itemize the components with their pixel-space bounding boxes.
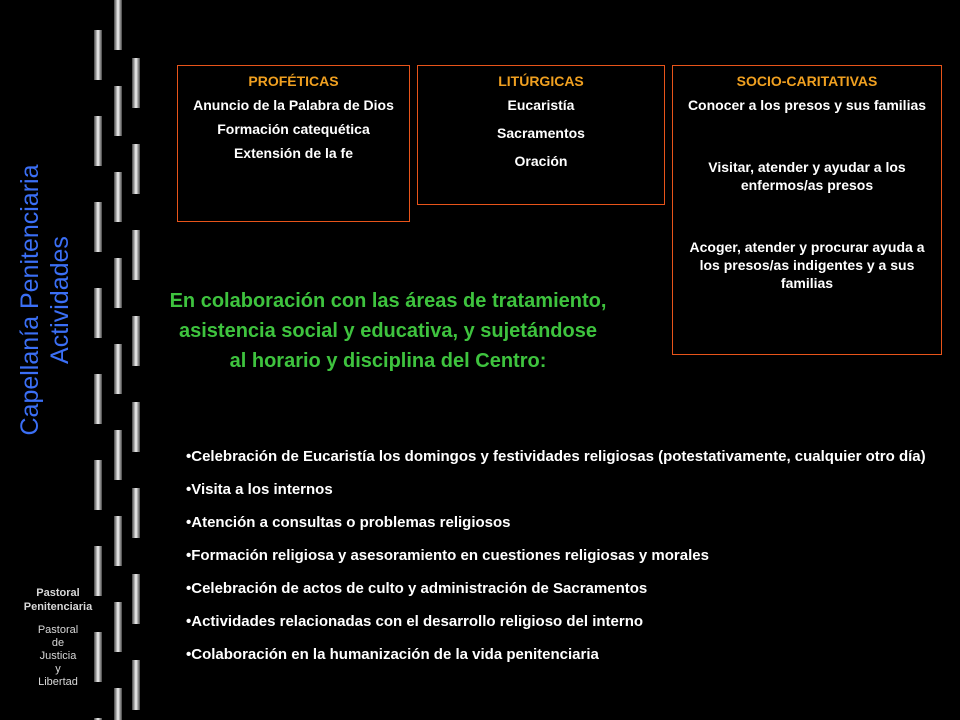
box-item: Visitar, atender y ayudar a los enfermos/as presos [708, 159, 906, 193]
box-item: Anuncio de la Palabra de Dios [193, 97, 394, 113]
list-item: •Visita a los internos [186, 481, 333, 498]
stripe-bar [132, 402, 140, 452]
list-item: •Formación religiosa y asesoramiento en cuestiones religiosas y morales [186, 547, 709, 564]
box-socio-caritativas [672, 65, 942, 355]
box-item: Sacramentos [497, 125, 585, 141]
list-item: •Atención a consultas o problemas religiosos [186, 514, 511, 531]
stripe-bar [94, 202, 102, 252]
box-profeticas [177, 65, 410, 222]
list-item: •Celebración de actos de culto y administración de Sacramentos [186, 580, 648, 597]
box-heading: PROFÉTICAS [248, 73, 339, 89]
box-item: Extensión de la fe [233, 145, 354, 161]
stripe-bar [132, 230, 140, 280]
stripe-bar [94, 374, 102, 424]
collaboration-statement: En colaboración con las áreas de tratamiento, asistencia social y educativa, y sujetándose al horario y disciplina del Centro: [169, 290, 607, 372]
stripe-bar [114, 258, 122, 308]
stripe-bar [132, 144, 140, 194]
vertical-title [15, 85, 75, 515]
title-capellania: Capellanía Penitenciaria [16, 164, 44, 436]
activities-list [186, 446, 946, 677]
list-item: •Actividades relacionadas con el desarrollo religioso del interno [186, 613, 644, 630]
box-item: Eucaristía [507, 97, 575, 113]
brand-pastoral-justicia: Pastoral de Justicia y Libertad [37, 624, 79, 688]
stripe-bar [132, 660, 140, 710]
list-item: •Celebración de Eucaristía los domingos y festividades religiosas (potestativamente, cualquier otro día) [186, 448, 926, 465]
stripe-bar [114, 516, 122, 566]
box-heading: SOCIO-CARITATIVAS [736, 73, 878, 89]
stripe-bar [132, 58, 140, 108]
stripe-bar [94, 288, 102, 338]
stripe-bar [114, 688, 122, 720]
stripe-bar [94, 30, 102, 80]
stripe-bar [132, 316, 140, 366]
stripe-bar [114, 86, 122, 136]
stripe-bar [114, 344, 122, 394]
stripe-bar [114, 172, 122, 222]
stripe-bar [94, 116, 102, 166]
title-actividades: Actividades [46, 236, 74, 364]
list-item: •Colaboración en la humanización de la vida penitenciaria [186, 646, 599, 663]
stripe-bar [114, 0, 122, 50]
box-item: Formación catequética [217, 121, 370, 137]
stripe-bar [114, 430, 122, 480]
box-heading: LITÚRGICAS [498, 73, 584, 89]
box-liturgicas [417, 65, 665, 205]
stripe-bar [114, 602, 122, 652]
box-item: Oración [514, 153, 568, 169]
brand-pastoral-penitenciaria: Pastoral Penitenciaria [23, 587, 93, 613]
stripe-bar [132, 488, 140, 538]
box-item: Acoger, atender y procurar ayuda a los presos/as indigentes y a sus familias [689, 239, 925, 291]
stripe-bar [132, 574, 140, 624]
box-item: Conocer a los presos y sus familias [687, 97, 927, 113]
stripe-bar [94, 460, 102, 510]
